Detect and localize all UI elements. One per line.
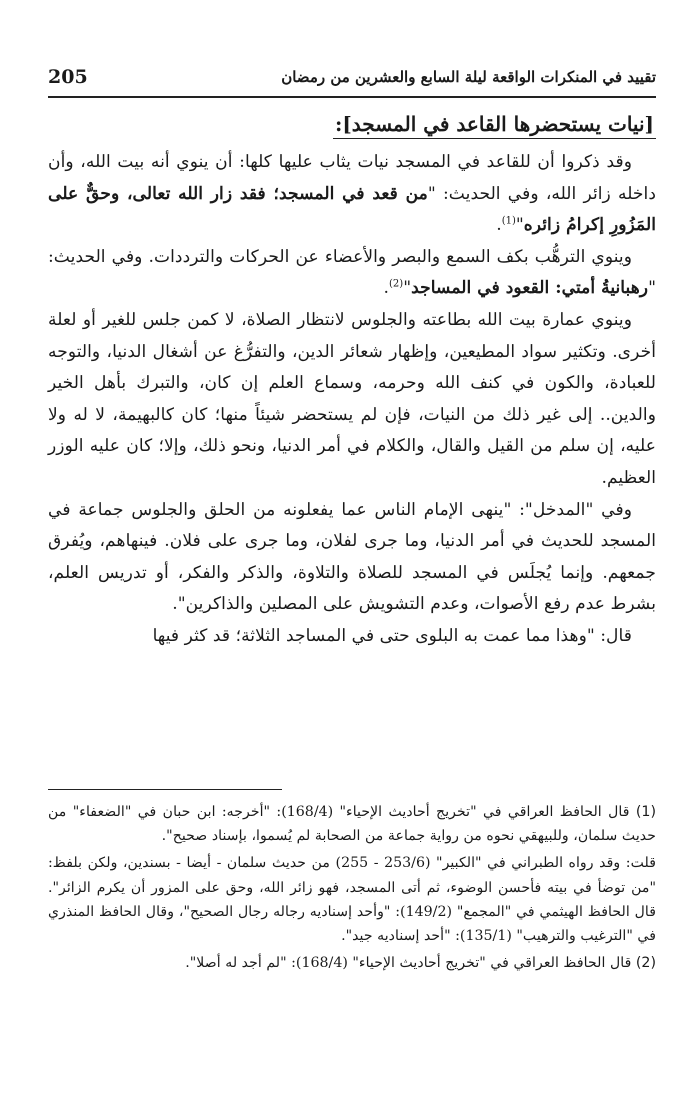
paragraph-text: وينوي عمارة بيت الله بطاعته والجلوس لانتظار الصلاة، لا كمن جلس للغير أو لعلة أخرى. وتكثير سواد المطيعين، وإظهار شعائر الدين، والتفرُّغ عن أشغال الدنيا، والتوجه للعبادة، والكون في كنف الله وحرمه، وسماع العلم إن كان، والتبرك بأهل الخير والدين.. إلى غير ذلك من النيات، فإن لم يستحضر شيئاً منها؛ كان كالبهيمة، لا له ولا عليه، إن سلم من القيل والقال، والكلام في أمر الدنيا، ونحو ذلك، وإلا؛ كان عليه الوزر العظيم. [48, 309, 656, 488]
page-header [48, 60, 656, 100]
footnote [48, 800, 656, 848]
paragraph-text: . [496, 215, 502, 236]
footnote-divider [48, 789, 282, 790]
footnote-number: (2) [635, 955, 656, 972]
paragraph-text: وينوي الترهُّب بكف السمع والبصر والأعضاء عن الحركات والترددات. وفي الحديث: " [48, 246, 656, 299]
footnote-marker[interactable]: (2) [389, 278, 404, 290]
paragraph [48, 242, 656, 305]
footnote-text: قال الحافظ العراقي في "تخريج أحاديث الإحياء" (168/4): "أخرجه: ابن حبان في "الضعفاء" من حديث سلمان، وللبيهقي نحوه من رواية جماعة من الصحابة لم يُسموا، بإسناد صحيح". [48, 804, 656, 845]
footnote-marker[interactable]: (1) [501, 215, 516, 227]
paragraph [48, 147, 656, 242]
footnote-text: قلت: وقد رواه الطبراني في "الكبير" (253/6 - 255) من حديث سلمان - أيضا - بسندين، ولكن بلفظ: "من توضأ في بيته فأحسن الوضوء، ثم أتى المسجد، فهو زائر الله، وحق على المزور أن يكرم الزائر". قال الحافظ الهيثمي في "المجمع" (149/2): "وأحد إسناديه رجاله رجال الصحيح"، وقال الحافظ المنذري في "الترغيب والترهيب" (135/1): "أحد إسناديه جيد". [48, 855, 656, 945]
paragraph-text: وقد ذكروا أن للقاعد في المسجد نيات يثاب عليها كلها: أن ينوي أنه بيت الله، وأن داخله زائر الله، وفي الحديث: " [48, 152, 656, 204]
paragraph [48, 305, 656, 495]
paragraph-text: " [403, 278, 412, 299]
paragraph-text: وفي "المدخل": "ينهى الإمام الناس عما يفعلونه من الحلق والجلوس جماعة في المسجد للحديث في أمر الدنيا، وما جرى لفلان، وما جرى على فلان. فينهاهم، ويُفرق جمعهم. وإنما يُجلَس في المسجد للصلاة والتلاوة، والذكر والفكر، أو تدريس العلم، بشرط عدم رفع الأصوات، وعدم التشويش على المصلين والذاكرين". [48, 499, 656, 615]
paragraph [48, 621, 656, 653]
section-heading: [نيات يستحضرها القاعد في المسجد]: [333, 112, 656, 139]
paragraph-text: . [383, 278, 390, 299]
paragraph [48, 495, 656, 621]
footnotes [48, 800, 656, 978]
footnote [48, 951, 656, 975]
footnote [48, 851, 656, 948]
hadith-quote: رهبانيةُ أمتي: القعود في المساجد [411, 278, 649, 299]
hadith-quote: من قعد في المسجد؛ فقد زار الله تعالى، وحقٌّ على المَزُورِ إكرامُ زائره [48, 183, 656, 236]
footnote-text: قال الحافظ العراقي في "تخريج أحاديث الإحياء" (168/4): "لم أجد له أصلا". [185, 955, 632, 972]
paragraph-text: قال: "وهذا مما عمت به البلوى حتى في المساجد الثلاثة؛ قد كثر فيها [152, 625, 632, 646]
running-title: تقييد في المنكرات الواقعة ليلة السابع والعشرين من رمضان [281, 68, 656, 86]
paragraph-text: " [515, 215, 524, 236]
section-heading-wrap [48, 112, 656, 147]
main-text [48, 112, 656, 653]
footnote-number: (1) [635, 804, 656, 820]
page-number: 205 [48, 66, 88, 88]
header-divider [48, 96, 656, 98]
